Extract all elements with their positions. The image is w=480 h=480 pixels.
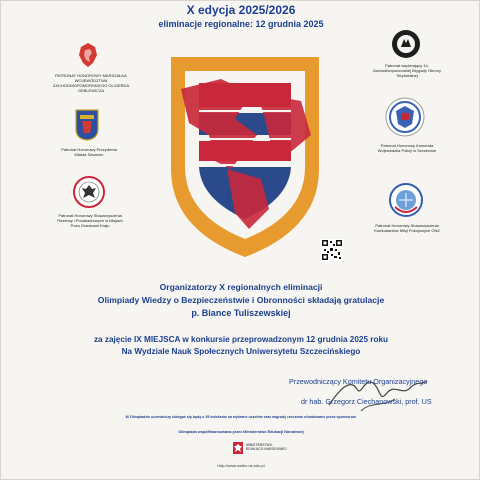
patron-reserve-text: Patronat Honorowy Stowarzyszenia Rezerwy i Pozakadrowych w Misjach Poza Granicami Kraju	[57, 213, 123, 228]
website-url: http://www.owibo.us.edu.pl	[217, 463, 265, 468]
olympiad-line: Olimpiady Wiedzy o Bezpieczeństwie i Obronności składają gratulacje	[97, 295, 385, 305]
patron-marshal-text: PATRONAT HONOROWY MARSZAŁKA WOJEWÓDZTWA ZACHODNIOPOMORSKIEGO OLGIERDA GEBLEWICZA	[52, 73, 130, 93]
patron-police-text: Patronat Honorowy Komenda Wojewódzka Policji w Szczecinie	[377, 143, 437, 153]
ministry-eagle-icon	[233, 441, 243, 453]
patron-brigade-text: Patronat wspierający 14. Zachodniopomorskiej Brygady Obrony Terytorialnej	[372, 63, 442, 78]
placement-line: za zajęcie IX MIEJSCA w konkursie przeprowadzonym 12 grudnia 2025 roku	[93, 335, 389, 344]
griffin-crest-icon	[75, 41, 101, 69]
handwritten-signature-icon	[321, 367, 431, 417]
edition-title: X edycja 2025/2026	[186, 3, 296, 17]
patron-un-text: Patronat Honorowy Stowarzyszenia Kombatantów Misji Pokojowych ONZ	[374, 223, 440, 233]
qr-code-icon	[321, 239, 343, 261]
signature-role: Przewodniczący Komitetu Organizacyjnego	[289, 377, 428, 386]
territorial-brigade-icon	[391, 29, 421, 59]
footer-note-funding: Olimpiada współfinansowana przez Ministerstwo Edukacji Narodowej	[178, 430, 304, 434]
police-badge-icon	[385, 97, 425, 137]
organizers-line: Organizatorzy X regionalnych eliminacji	[159, 282, 323, 292]
edition-subtitle: eliminacje regionalne: 12 grudnia 2025	[158, 19, 324, 29]
un-veterans-icon	[389, 183, 423, 217]
eagle-emblem-icon	[73, 176, 105, 208]
recipient-name: p. Biance Tuliszewskiej	[191, 308, 291, 318]
venue-line: Na Wydziale Nauk Społecznych Uniwersytetu Szczecińskiego	[121, 347, 361, 356]
signature-name: dr hab. Grzegorz Ciechanowski, prof. US	[301, 397, 432, 406]
ministry-name: MINISTERSTWO EDUKACJI NARODOWEJ	[246, 443, 287, 451]
szczecin-crest-icon	[75, 109, 99, 141]
patron-mayor-text: Patronat Honorowy Prezydenta Miasta Szczecin	[61, 147, 117, 157]
olympiad-shield-globe-icon	[161, 49, 329, 263]
footer-note-indexes: W Olimpiadzie uczestniczy ubiegać się będą o 35 indeksów na wybrane uczelnie oraz nagrody rzeczowe ufundowane przez sponsorów.	[125, 415, 357, 419]
